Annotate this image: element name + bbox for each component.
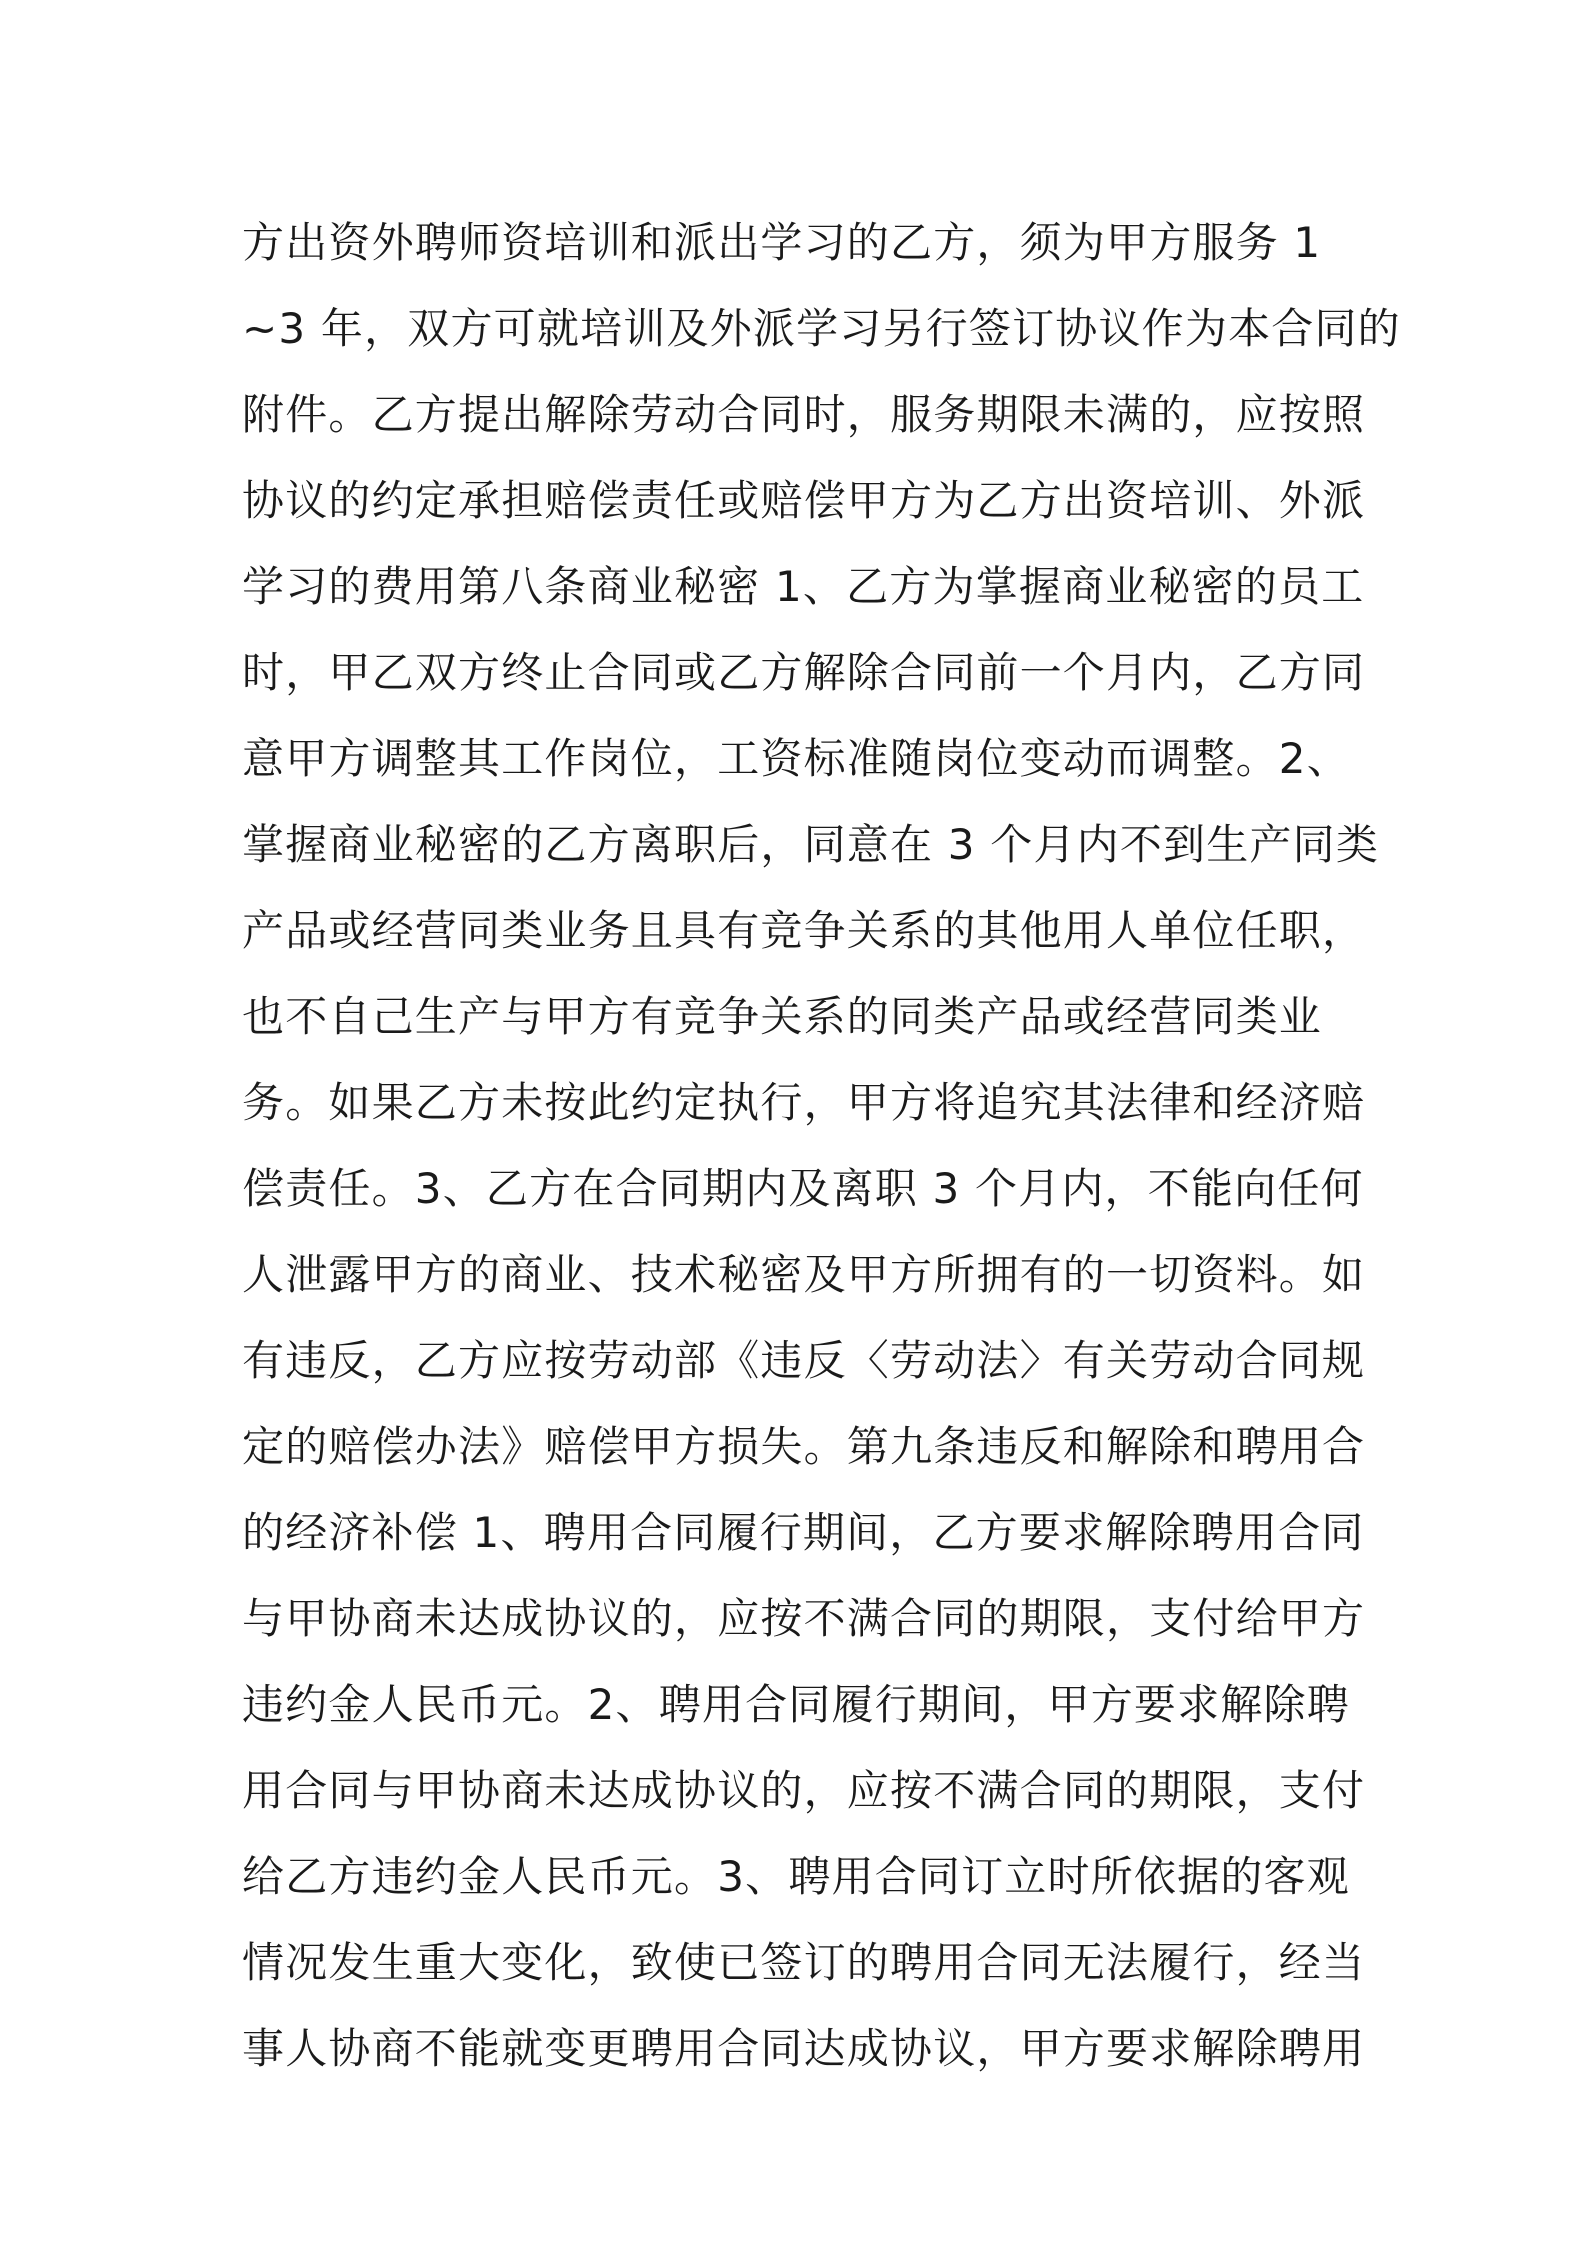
- text-line: 情况发生重大变化，致使已签订的聘用合同无法履行，经当: [242, 1938, 1366, 1987]
- text-line: 事人协商不能就变更聘用合同达成协议，甲方要求解除聘用: [242, 2024, 1366, 2073]
- text-line: 用合同与甲协商未达成协议的，应按不满合同的期限，支付: [242, 1766, 1366, 1815]
- text-line: 人泄露甲方的商业、技术秘密及甲方所拥有的一切资料。如: [242, 1250, 1366, 1299]
- text-line: 务。如果乙方未按此约定执行，甲方将追究其法律和经济赔: [242, 1078, 1366, 1127]
- text-line: 与甲协商未达成协议的，应按不满合同的期限，支付给甲方: [242, 1594, 1366, 1643]
- text-line: 时，甲乙双方终止合同或乙方解除合同前一个月内，乙方同: [242, 648, 1366, 697]
- text-line: 的经济补偿 1、聘用合同履行期间，乙方要求解除聘用合同: [242, 1508, 1365, 1557]
- text-line: 产品或经营同类业务且具有竞争关系的其他用人单位任职，: [242, 906, 1366, 955]
- text-line: 定的赔偿办法》赔偿甲方损失。第九条违反和解除和聘用合: [242, 1422, 1366, 1471]
- text-line: 附件。乙方提出解除劳动合同时，服务期限未满的，应按照: [242, 390, 1366, 439]
- text-line: 给乙方违约金人民币元。3、聘用合同订立时所依据的客观: [242, 1852, 1350, 1901]
- contract-body-text: [242, 200, 1401, 2092]
- text-line: 也不自己生产与甲方有竞争关系的同类产品或经营同类业: [242, 992, 1323, 1041]
- text-line: 偿责任。3、乙方在合同期内及离职 3 个月内，不能向任何: [242, 1164, 1364, 1213]
- text-line: 掌握商业秘密的乙方离职后，同意在 3 个月内不到生产同类: [242, 820, 1380, 869]
- text-line: 违约金人民币元。2、聘用合同履行期间，甲方要求解除聘: [242, 1680, 1350, 1729]
- text-line: 学习的费用第八条商业秘密 1、乙方为掌握商业秘密的员工: [242, 562, 1365, 611]
- text-line: 方出资外聘师资培训和派出学习的乙方，须为甲方服务 1: [242, 218, 1322, 267]
- text-line: ~3 年，双方可就培训及外派学习另行签订协议作为本合同的: [242, 304, 1401, 353]
- text-line: 协议的约定承担赔偿责任或赔偿甲方为乙方出资培训、外派: [242, 476, 1366, 525]
- text-line: 有违反，乙方应按劳动部《违反〈劳动法〉有关劳动合同规: [242, 1336, 1366, 1385]
- text-line: 意甲方调整其工作岗位，工资标准随岗位变动而调整。2、: [242, 734, 1350, 783]
